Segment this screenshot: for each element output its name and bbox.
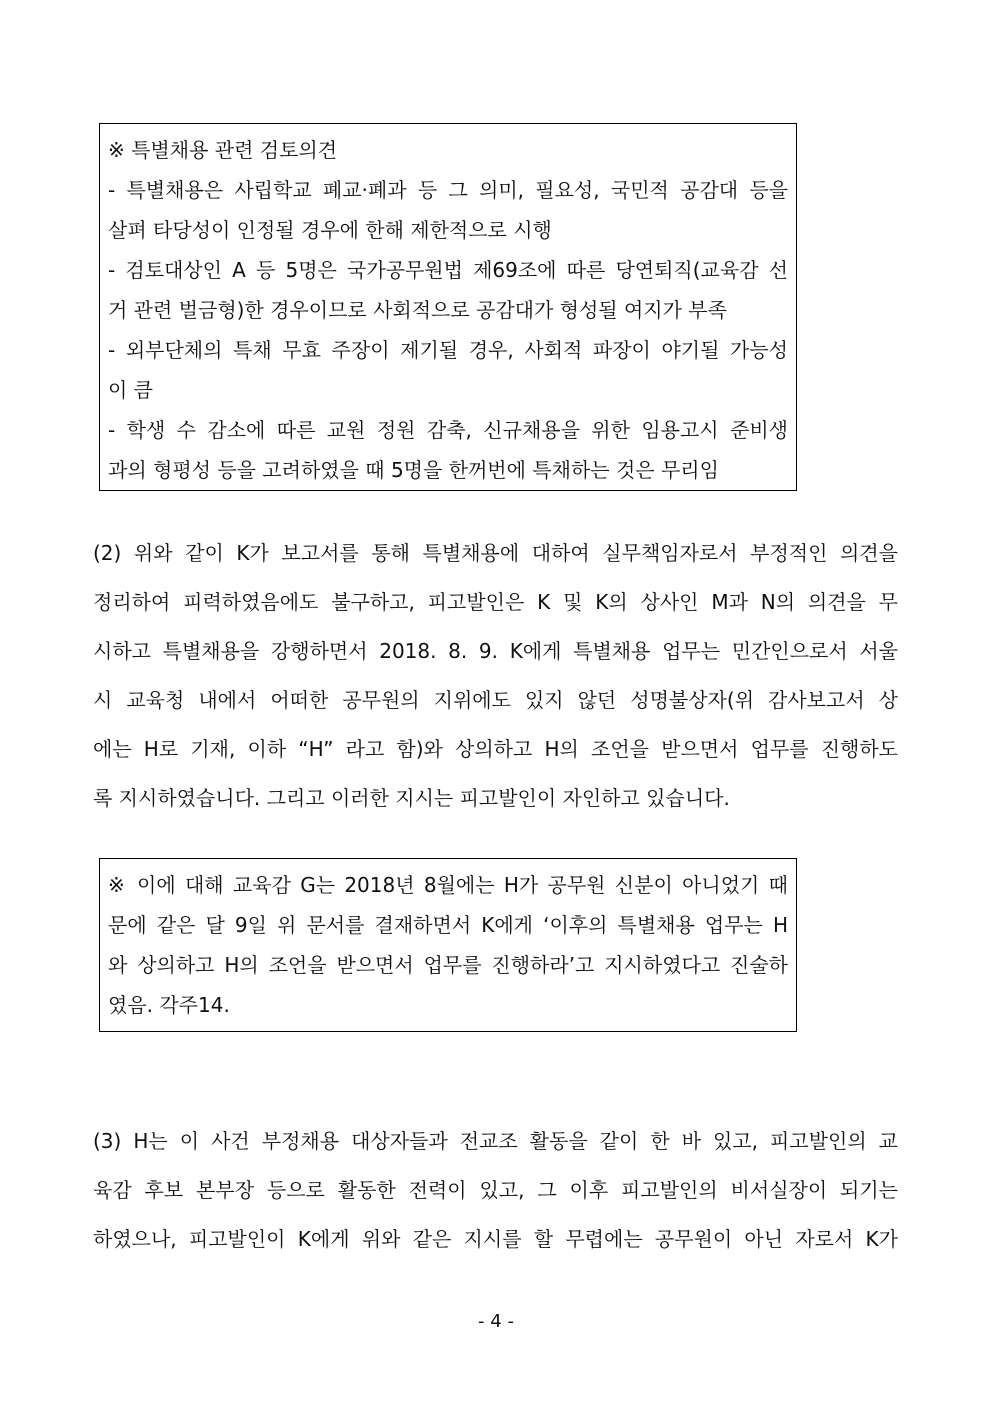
review-opinion-line: 살펴 타당성이 인정될 경우에 한해 제한적으로 시행	[108, 218, 552, 242]
review-opinion-line: 이 큼	[108, 378, 153, 402]
paragraph-line: 시 교육청 내에서 어떠한 공무원의 지위에도 있지 않던 성명불상자(위 감사보고서 상	[93, 688, 898, 712]
paragraph-line: 에는 H로 기재, 이하 “H” 라고 함)와 상의하고 H의 조언을 받으면서 업무를 진행하도	[93, 737, 898, 761]
review-opinion-line: - 학생 수 감소에 따른 교원 정원 감축, 신규채용을 위한 임용고시 준비생	[108, 418, 788, 442]
paragraph-2	[93, 529, 898, 823]
paragraph-line: 정리하여 피력하였음에도 불구하고, 피고발인은 K 및 K의 상사인 M과 N의 의견을 무	[93, 590, 898, 614]
review-opinion-line: - 검토대상인 A 등 5명은 국가공무원법 제69조에 따른 당연퇴직(교육감 선	[108, 258, 788, 282]
review-opinion-line: 거 관련 벌금형)한 경우이므로 사회적으로 공감대가 형성될 여지가 부족	[108, 298, 727, 322]
paragraph-line: 하였으나, 피고발인이 K에게 위와 같은 지시를 할 무렵에는 공무원이 아닌 자로서 K가	[93, 1227, 898, 1251]
page-number: - 4 -	[478, 1311, 514, 1332]
review-opinion-box	[99, 123, 797, 491]
paragraph-3	[93, 1117, 898, 1264]
paragraph-line: (3) H는 이 사건 부정채용 대상자들과 전교조 활동을 같이 한 바 있고, 피고발인의 교	[93, 1129, 898, 1153]
review-opinion-line: - 특별채용은 사립학교 폐교·폐과 등 그 의미, 필요성, 국민적 공감대 등을	[108, 178, 788, 202]
note-line: 였음. 각주14.	[108, 993, 230, 1017]
review-opinion-line: 과의 형평성 등을 고려하였을 때 5명을 한꺼번에 특채하는 것은 무리임	[108, 458, 719, 482]
note-box	[99, 858, 797, 1032]
review-opinion-line: - 외부단체의 특채 무효 주장이 제기될 경우, 사회적 파장이 야기될 가능성	[108, 338, 788, 362]
paragraph-line: 록 지시하였습니다. 그리고 이러한 지시는 피고발인이 자인하고 있습니다.	[93, 786, 730, 810]
note-line: 문에 같은 달 9일 위 문서를 결재하면서 K에게 ‘이후의 특별채용 업무는 H	[108, 913, 788, 937]
paragraph-line: 육감 후보 본부장 등으로 활동한 전력이 있고, 그 이후 피고발인의 비서실장이 되기는	[93, 1178, 898, 1202]
note-line: ※ 이에 대해 교육감 G는 2018년 8월에는 H가 공무원 신분이 아니었기 때	[108, 873, 788, 897]
note-line: 와 상의하고 H의 조언을 받으면서 업무를 진행하라’고 지시하였다고 진술하	[108, 953, 788, 977]
paragraph-line: 시하고 특별채용을 강행하면서 2018. 8. 9. K에게 특별채용 업무는 민간인으로서 서울	[93, 639, 898, 663]
review-opinion-title: ※ 특별채용 관련 검토의견	[108, 138, 338, 162]
paragraph-line: (2) 위와 같이 K가 보고서를 통해 특별채용에 대하여 실무책임자로서 부정적인 의견을	[93, 541, 898, 565]
